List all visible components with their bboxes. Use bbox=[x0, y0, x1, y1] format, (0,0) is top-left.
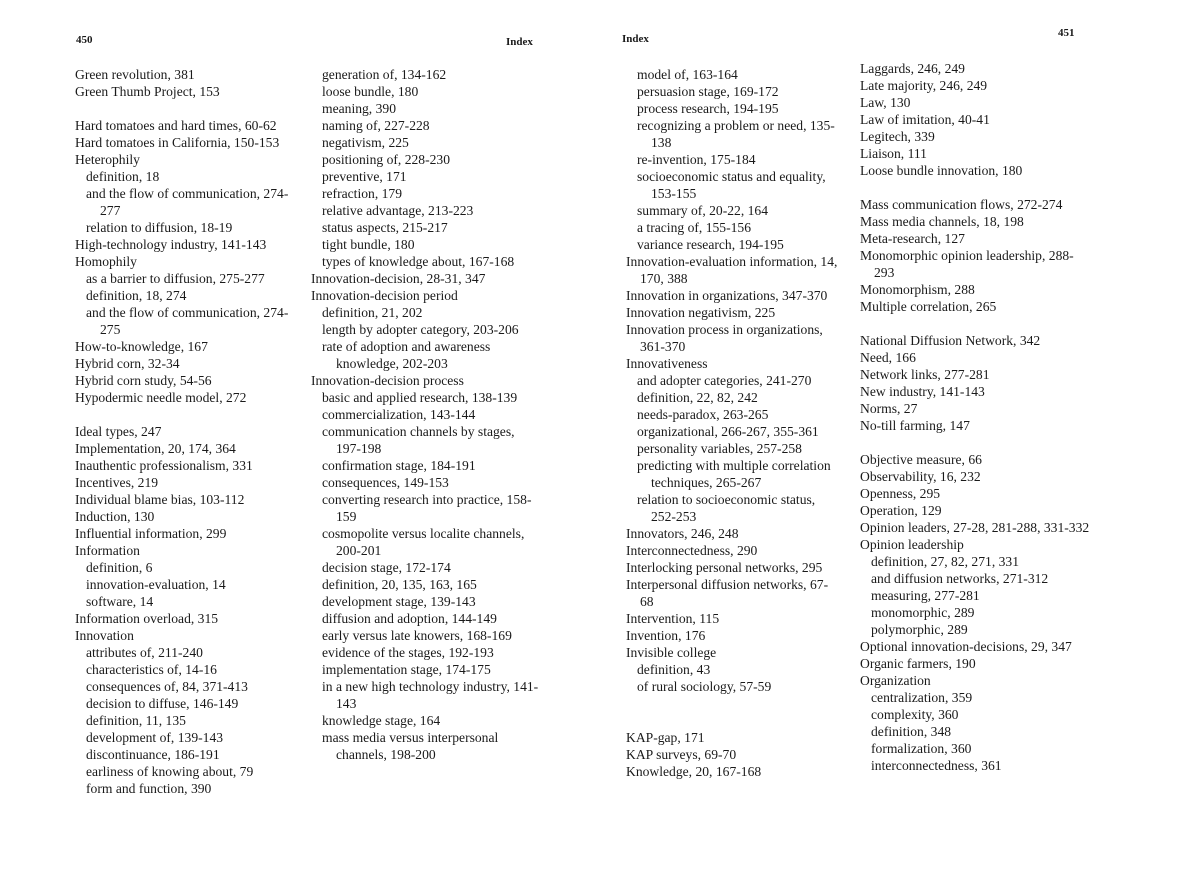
index-subentry: polymorphic, 289 bbox=[871, 622, 968, 637]
index-subentry: definition, 6 bbox=[86, 560, 153, 575]
index-entry: Knowledge, 20, 167-168 bbox=[626, 764, 762, 779]
index-entry: Openness, 295 bbox=[860, 486, 941, 501]
index-subentry: and the flow of communication, 274-277 bbox=[86, 186, 289, 218]
index-subentry: form and function, 390 bbox=[86, 781, 212, 796]
index-subentry: generation of, 134-162 bbox=[322, 67, 447, 82]
running-head: Index bbox=[622, 33, 649, 45]
index-subentry: and diffusion networks, 271-312 bbox=[871, 571, 1049, 586]
index-entry: Heterophily bbox=[75, 152, 140, 167]
index-subentry: definition, 18 bbox=[86, 169, 160, 184]
index-subentry: definition, 22, 82, 242 bbox=[637, 390, 758, 405]
index-subentry: communication channels by stages, 197-198 bbox=[322, 424, 515, 456]
section-gap bbox=[860, 434, 1090, 451]
section-gap bbox=[626, 695, 840, 712]
index-entry: Law, 130 bbox=[860, 95, 911, 110]
index-entry: Innovation-decision, 28-31, 347 bbox=[311, 271, 486, 286]
index-subentry: rate of adoption and awareness knowledge, 202-203 bbox=[322, 339, 491, 371]
index-subentry: variance research, 194-195 bbox=[637, 237, 784, 252]
index-subentry: innovation-evaluation, 14 bbox=[86, 577, 226, 592]
index-subentry: mass media versus interpersonal channels, 198-200 bbox=[322, 730, 499, 762]
index-subentry: relative advantage, 213-223 bbox=[322, 203, 474, 218]
index-entry: Innovation bbox=[75, 628, 134, 643]
index-entry: Influential information, 299 bbox=[75, 526, 227, 541]
index-subentry: loose bundle, 180 bbox=[322, 84, 419, 99]
index-subentry: organizational, 266-267, 355-361 bbox=[637, 424, 819, 439]
index-column-3 bbox=[626, 66, 840, 780]
index-entry: Multiple correlation, 265 bbox=[860, 299, 997, 314]
index-subentry: socioeconomic status and equality, 153-155 bbox=[637, 169, 826, 201]
index-subentry: commercialization, 143-144 bbox=[322, 407, 476, 422]
index-subentry: interconnectedness, 361 bbox=[871, 758, 1002, 773]
index-entry: Interlocking personal networks, 295 bbox=[626, 560, 823, 575]
index-subentry: definition, 27, 82, 271, 331 bbox=[871, 554, 1020, 569]
index-subentry: decision stage, 172-174 bbox=[322, 560, 451, 575]
index-subentry: converting research into practice, 158-159 bbox=[322, 492, 532, 524]
index-subentry: needs-paradox, 263-265 bbox=[637, 407, 769, 422]
index-subentry: evidence of the stages, 192-193 bbox=[322, 645, 494, 660]
index-entry: Organic farmers, 190 bbox=[860, 656, 976, 671]
index-entry: Loose bundle innovation, 180 bbox=[860, 163, 1023, 178]
index-subentry: attributes of, 211-240 bbox=[86, 645, 203, 660]
index-subentry: cosmopolite versus localite channels, 200-201 bbox=[322, 526, 525, 558]
index-subentry: development stage, 139-143 bbox=[322, 594, 476, 609]
index-entry: How-to-knowledge, 167 bbox=[75, 339, 208, 354]
index-subentry: as a barrier to diffusion, 275-277 bbox=[86, 271, 265, 286]
page-number: 450 bbox=[76, 34, 93, 46]
index-subentry: relation to socioeconomic status, 252-253 bbox=[637, 492, 816, 524]
index-entry: Homophily bbox=[75, 254, 137, 269]
index-entry: Implementation, 20, 174, 364 bbox=[75, 441, 236, 456]
index-subentry: recognizing a problem or need, 135-138 bbox=[637, 118, 835, 150]
index-subentry: model of, 163-164 bbox=[637, 67, 738, 82]
index-entry: Hard tomatoes and hard times, 60-62 bbox=[75, 118, 277, 133]
section-gap bbox=[860, 315, 1090, 332]
index-entry: Mass communication flows, 272-274 bbox=[860, 197, 1063, 212]
index-subentry: confirmation stage, 184-191 bbox=[322, 458, 476, 473]
section-gap bbox=[860, 179, 1090, 196]
index-entry: Opinion leaders, 27-28, 281-288, 331-332 bbox=[860, 520, 1090, 535]
index-entry: Late majority, 246, 249 bbox=[860, 78, 988, 93]
index-entry: KAP surveys, 69-70 bbox=[626, 747, 737, 762]
index-column-1 bbox=[75, 66, 303, 797]
index-subentry: status aspects, 215-217 bbox=[322, 220, 448, 235]
index-entry: High-technology industry, 141-143 bbox=[75, 237, 267, 252]
index-entry: Innovators, 246, 248 bbox=[626, 526, 739, 541]
index-subentry: and the flow of communication, 274-275 bbox=[86, 305, 289, 337]
index-entry: National Diffusion Network, 342 bbox=[860, 333, 1041, 348]
index-subentry: software, 14 bbox=[86, 594, 154, 609]
index-subentry: earliness of knowing about, 79 bbox=[86, 764, 254, 779]
index-subentry: definition, 21, 202 bbox=[322, 305, 423, 320]
index-subentry: process research, 194-195 bbox=[637, 101, 779, 116]
index-subentry: diffusion and adoption, 144-149 bbox=[322, 611, 497, 626]
index-subentry: implementation stage, 174-175 bbox=[322, 662, 491, 677]
index-entry: Intervention, 115 bbox=[626, 611, 720, 626]
index-entry: Optional innovation-decisions, 29, 347 bbox=[860, 639, 1072, 654]
index-subentry: refraction, 179 bbox=[322, 186, 403, 201]
index-subentry: monomorphic, 289 bbox=[871, 605, 975, 620]
index-entry: Objective measure, 66 bbox=[860, 452, 982, 467]
index-entry: Innovation process in organizations, 361-370 bbox=[626, 322, 823, 354]
index-subentry: measuring, 277-281 bbox=[871, 588, 980, 603]
index-subentry: and adopter categories, 241-270 bbox=[637, 373, 812, 388]
index-entry: No-till farming, 147 bbox=[860, 418, 970, 433]
index-entry: Hard tomatoes in California, 150-153 bbox=[75, 135, 280, 150]
index-subentry: in a new high technology industry, 141-143 bbox=[322, 679, 539, 711]
index-entry: Information overload, 315 bbox=[75, 611, 219, 626]
index-entry: Opinion leadership bbox=[860, 537, 964, 552]
index-subentry: types of knowledge about, 167-168 bbox=[322, 254, 515, 269]
index-subentry: of rural sociology, 57-59 bbox=[637, 679, 772, 694]
index-subentry: negativism, 225 bbox=[322, 135, 409, 150]
index-entry: Green revolution, 381 bbox=[75, 67, 195, 82]
section-gap bbox=[75, 406, 303, 423]
index-subentry: length by adopter category, 203-206 bbox=[322, 322, 519, 337]
index-entry: Individual blame bias, 103-112 bbox=[75, 492, 245, 507]
index-subentry: tight bundle, 180 bbox=[322, 237, 415, 252]
page-number: 451 bbox=[1058, 27, 1075, 39]
index-subentry: discontinuance, 186-191 bbox=[86, 747, 220, 762]
index-entry: Laggards, 246, 249 bbox=[860, 61, 965, 76]
index-entry: Operation, 129 bbox=[860, 503, 942, 518]
index-subentry: centralization, 359 bbox=[871, 690, 973, 705]
index-entry: Induction, 130 bbox=[75, 509, 155, 524]
index-subentry: meaning, 390 bbox=[322, 101, 396, 116]
index-entry: Incentives, 219 bbox=[75, 475, 159, 490]
index-subentry: personality variables, 257-258 bbox=[637, 441, 802, 456]
index-entry: Hypodermic needle model, 272 bbox=[75, 390, 247, 405]
index-subentry: naming of, 227-228 bbox=[322, 118, 430, 133]
index-subentry: development of, 139-143 bbox=[86, 730, 224, 745]
index-entry: Organization bbox=[860, 673, 931, 688]
index-entry: Norms, 27 bbox=[860, 401, 918, 416]
index-subentry: summary of, 20-22, 164 bbox=[637, 203, 769, 218]
index-subentry: re-invention, 175-184 bbox=[637, 152, 756, 167]
index-subentry: consequences, 149-153 bbox=[322, 475, 449, 490]
index-subentry: complexity, 360 bbox=[871, 707, 959, 722]
index-entry: Hybrid corn, 32-34 bbox=[75, 356, 180, 371]
index-subentry: definition, 20, 135, 163, 165 bbox=[322, 577, 477, 592]
index-subentry: definition, 348 bbox=[871, 724, 952, 739]
index-entry: Meta-research, 127 bbox=[860, 231, 965, 246]
index-entry: Hybrid corn study, 54-56 bbox=[75, 373, 212, 388]
index-entry: Interconnectedness, 290 bbox=[626, 543, 758, 558]
index-entry: Observability, 16, 232 bbox=[860, 469, 981, 484]
index-entry: Mass media channels, 18, 198 bbox=[860, 214, 1024, 229]
index-entry: Network links, 277-281 bbox=[860, 367, 990, 382]
section-gap bbox=[626, 712, 840, 729]
index-entry: New industry, 141-143 bbox=[860, 384, 985, 399]
index-subentry: a tracing of, 155-156 bbox=[637, 220, 752, 235]
index-subentry: positioning of, 228-230 bbox=[322, 152, 451, 167]
index-entry: Monomorphic opinion leadership, 288-293 bbox=[860, 248, 1074, 280]
index-subentry: knowledge stage, 164 bbox=[322, 713, 441, 728]
index-subentry: characteristics of, 14-16 bbox=[86, 662, 217, 677]
index-entry: Liaison, 111 bbox=[860, 146, 927, 161]
index-entry: Interpersonal diffusion networks, 67-68 bbox=[626, 577, 829, 609]
index-entry: Innovation in organizations, 347-370 bbox=[626, 288, 828, 303]
index-subentry: early versus late knowers, 168-169 bbox=[322, 628, 512, 643]
index-entry: Green Thumb Project, 153 bbox=[75, 84, 220, 99]
index-entry: Information bbox=[75, 543, 140, 558]
index-entry: Monomorphism, 288 bbox=[860, 282, 975, 297]
index-subentry: preventive, 171 bbox=[322, 169, 407, 184]
index-entry: Invention, 176 bbox=[626, 628, 706, 643]
index-entry: Legitech, 339 bbox=[860, 129, 935, 144]
index-entry: Ideal types, 247 bbox=[75, 424, 162, 439]
index-subentry: decision to diffuse, 146-149 bbox=[86, 696, 239, 711]
section-gap bbox=[75, 100, 303, 117]
index-subentry: formalization, 360 bbox=[871, 741, 972, 756]
index-entry: Innovation negativism, 225 bbox=[626, 305, 776, 320]
index-subentry: persuasion stage, 169-172 bbox=[637, 84, 779, 99]
index-entry: Invisible college bbox=[626, 645, 717, 660]
index-subentry: relation to diffusion, 18-19 bbox=[86, 220, 233, 235]
running-head: Index bbox=[506, 36, 533, 48]
index-subentry: predicting with multiple correlation techniques, 265-267 bbox=[637, 458, 831, 490]
index-column-2 bbox=[311, 66, 539, 763]
index-subentry: definition, 18, 274 bbox=[86, 288, 187, 303]
index-column-4 bbox=[860, 60, 1090, 774]
index-subentry: consequences of, 84, 371-413 bbox=[86, 679, 248, 694]
index-entry: Innovativeness bbox=[626, 356, 708, 371]
index-entry: Innovation-evaluation information, 14, 170, 388 bbox=[626, 254, 838, 286]
index-entry: Innovation-decision period bbox=[311, 288, 458, 303]
index-entry: KAP-gap, 171 bbox=[626, 730, 705, 745]
index-subentry: basic and applied research, 138-139 bbox=[322, 390, 518, 405]
index-entry: Inauthentic professionalism, 331 bbox=[75, 458, 253, 473]
index-entry: Innovation-decision process bbox=[311, 373, 464, 388]
index-entry: Need, 166 bbox=[860, 350, 916, 365]
index-entry: Law of imitation, 40-41 bbox=[860, 112, 990, 127]
index-subentry: definition, 11, 135 bbox=[86, 713, 186, 728]
index-subentry: definition, 43 bbox=[637, 662, 711, 677]
